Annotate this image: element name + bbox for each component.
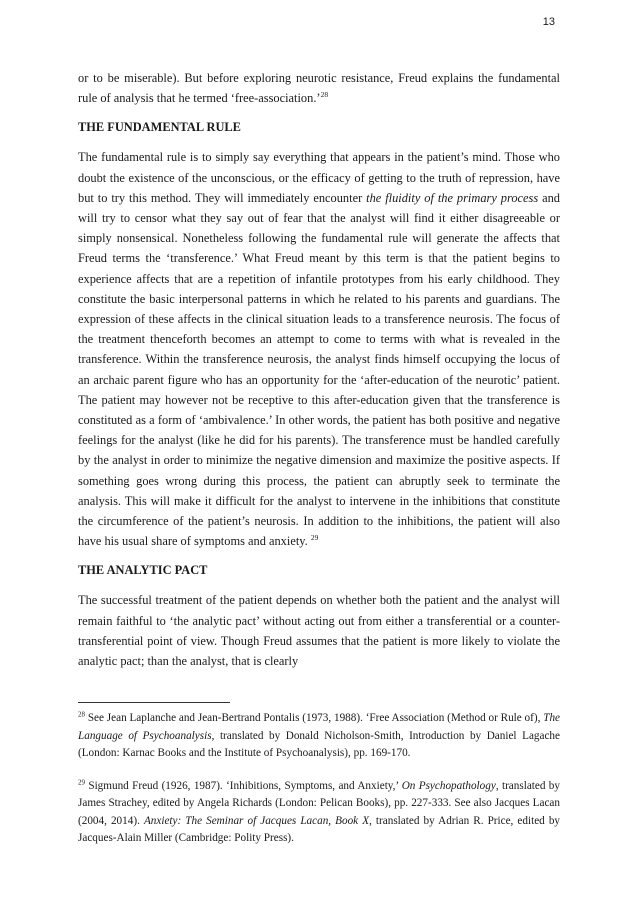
footnote-number: 29 — [78, 777, 85, 786]
main-content — [78, 68, 560, 671]
page-number: 13 — [542, 16, 555, 28]
footnote-ref-29: 29 — [310, 533, 319, 543]
paragraph-intro-text: or to be miserable). But before exploring neurotic resistance, Freud explains the fundamental rule of analysis that he termed ‘free-association.’ — [78, 71, 560, 106]
italic-phrase: the fluidity of the primary process — [366, 190, 539, 205]
footnotes — [78, 710, 560, 863]
paragraph-text-rest: and will try to censor what they say out of fear that the analyst will find it either disagreeable or simply nonsensical. Nonetheless following the fundamental rule will generate the affects that Freud terms the ‘transference.’ What Freud meant by this term is that the patient begins to experience affects that are a repetition of infantile prototypes from his early childhood. They constitute the basic interpersonal patterns in which he related to his parents and guardians. The expression of these affects in the clinical situation leads to a transference neurosis. The focus of the treatment thenceforth becomes an attempt to come to terms with what is revealed in the transference. Within the transference neurosis, the analyst finds himself occupying the locus of an archaic parent figure who has an opportunity for the ‘after-education of the neurotic’ patient. The patient may however not be receptive to this after-education given that the transference is constituted as a form of ‘ambivalence.’ In other words, the patient has both positive and negative feelings for the analyst (like he did for his parents). The transference must be handled carefully by the analyst in order to minimize the negative dimension and maximize the positive aspects. If something goes wrong during this process, the patient can abruptly seek to terminate the analysis. This will make it difficult for the analyst to intervene in the inhibitions that constitute the circumference of the patient’s neurosis. In addition to the inhibitions, the patient will also have his usual share of symptoms and anxiety. — [78, 190, 560, 549]
footnote-text: , translated by James Strachey, edited by Angela Richards (London: Pelican Books), pp. 227-333. See also Jacques Lacan (2004, 2014). — [78, 779, 560, 827]
paragraph-intro — [78, 68, 560, 108]
footnote-text: , translated by Adrian R. Price, edited by Jacques-Alain Miller (Cambridge: Polity Press). — [78, 814, 561, 844]
footnote-text: Sigmund Freud (1926, 1987). ‘Inhibitions, Symptoms, and Anxiety,’ — [85, 779, 402, 792]
footnote-ref-28: 28 — [320, 90, 329, 100]
section-heading-analytic-pact: THE ANALYTIC PACT — [78, 563, 208, 578]
footnote-text: See Jean Laplanche and Jean-Bertrand Pontalis (1973, 1988). ‘Free Association (Method or Rule of), — [85, 712, 544, 724]
footnote-28 — [78, 710, 560, 763]
footnote-title: On Psychopathology — [401, 779, 496, 792]
footnote-separator — [78, 702, 230, 703]
paragraph-analytic-pact: The successful treatment of the patient depends on whether both the patient and the analyst will remain faithful to ‘the analytic pact’ without acting out from either a transferential or a counter-transferential point of view. Though Freud assumes that the patient is more likely to violate the analytic pact; than the analyst, that is clearly — [78, 593, 560, 669]
paragraph-text-start: The fundamental rule is to simply say everything that appears in the patient’s mind. Those who doubt the existence of the unconscious, or the efficacy of getting to the truth of repression, have but to try this method. They will immediately encounter — [78, 150, 560, 205]
footnote-29 — [78, 778, 560, 848]
section-heading-fundamental-rule: THE FUNDAMENTAL RULE — [78, 120, 241, 135]
paragraph-fundamental-rule — [78, 147, 560, 551]
footnote-title: Anxiety: The Seminar of Jacques Lacan, Book X — [143, 814, 370, 827]
footnote-number: 28 — [78, 710, 85, 719]
footnote-title: The Language of Psychoanalysis — [78, 712, 560, 742]
footnote-text: , translated by Donald Nicholson-Smith, Introduction by Daniel Lagache (London: Karnac Books and the Institute of Psychoanalysis), pp. 169-170. — [78, 729, 560, 759]
